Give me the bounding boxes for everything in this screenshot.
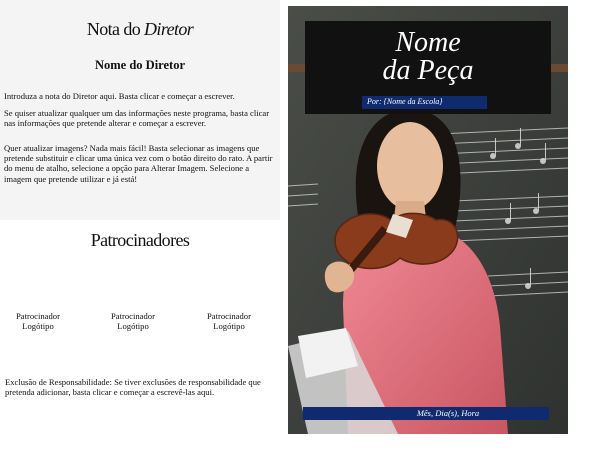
director-paragraph-1[interactable]: Introduza a nota do Diretor aqui. Basta clicar e começar a escrever. — [4, 91, 235, 101]
director-paragraph-2[interactable]: Se quiser atualizar qualquer um das informações neste programa, basta clicar nas informações que pretende alterar e começar a escrever. — [4, 108, 270, 129]
left-panel — [0, 0, 282, 438]
title-line-2: da Peça — [382, 55, 474, 86]
disclaimer-text[interactable]: Exclusão de Responsabilidade: Se tiver exclusões de responsabilidade que pretenda adicionar, basta clicar e começar a escrevê-las aqui. — [5, 377, 261, 397]
sponsor-label: Patrocinador — [207, 311, 251, 321]
sponsor-label: Patrocinador — [16, 311, 60, 321]
date-time[interactable]: Mês, Dia(s), Hora — [416, 408, 480, 418]
sponsor-logo-label: Logótipo — [117, 321, 149, 331]
sponsor-logo-3[interactable] — [194, 311, 264, 331]
cover-panel — [288, 6, 568, 434]
director-note-section — [0, 0, 280, 220]
sponsor-label: Patrocinador — [111, 311, 155, 321]
face — [377, 122, 443, 210]
director-heading-italic: Diretor — [144, 19, 194, 39]
director-note-heading[interactable]: Nota do Diretor — [86, 19, 194, 39]
sponsor-logo-2[interactable] — [98, 311, 168, 331]
sponsors-heading[interactable]: Patrocinadores — [90, 230, 190, 250]
date-bar — [303, 407, 549, 420]
sponsor-logo-label: Logótipo — [213, 321, 245, 331]
director-name[interactable]: Nome do Diretor — [94, 58, 186, 72]
sponsor-logo-1[interactable] — [3, 311, 73, 331]
title-line-1: Nome — [395, 27, 461, 58]
director-paragraph-3[interactable]: Quer atualizar imagens? Nada mais fácil! Basta selecionar as imagens que pretende substituir e clicar uma única vez com o botão direito do rato. A partir do menu de atalho, selecione a opção para Alterar Imagem. Selecione a imagem que pretende utilizar e já está! — [4, 143, 273, 184]
play-title[interactable] — [305, 29, 551, 85]
school-name[interactable]: Por: {Nome da Escola} — [367, 97, 443, 106]
school-bar — [362, 96, 487, 109]
sponsor-logo-label: Logótipo — [22, 321, 54, 331]
